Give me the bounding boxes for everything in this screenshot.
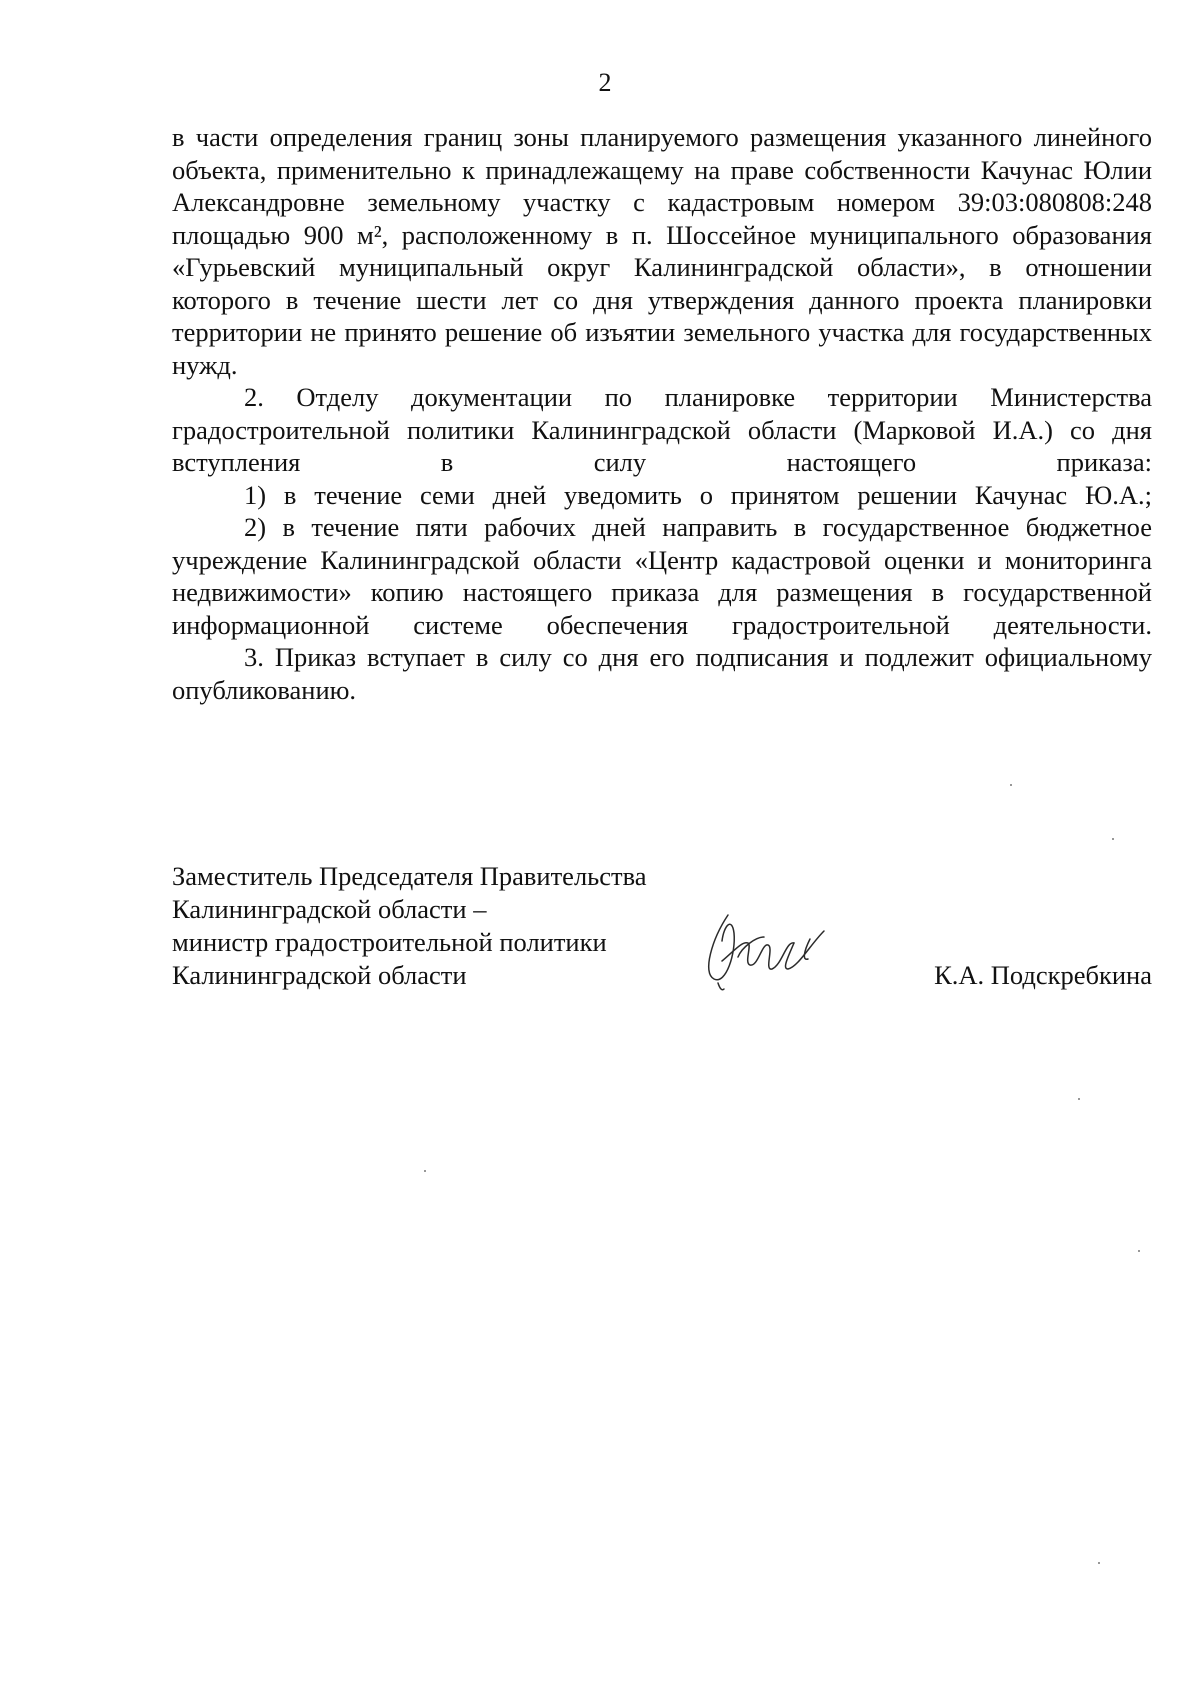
- paragraph-item-3: 3. Приказ вступает в силу со дня его подписания и подлежит официальному опубликованию.: [172, 642, 1152, 705]
- paragraph-subitem-1: 1) в течение семи дней уведомить о принятом решении Качунас Ю.А.;: [244, 479, 1152, 510]
- scan-speck: [1078, 1098, 1080, 1100]
- paragraph-item-2: 2. Отделу документации по планировке территории Министерства градостроительной политики Калининградской области (Марковой И.А.) со дня вступления в силу настоящего приказа:: [172, 382, 1152, 477]
- scan-speck: [424, 1170, 426, 1172]
- document-body: [172, 121, 1152, 706]
- signatory-title-line: Заместитель Председателя Правительства: [172, 861, 647, 891]
- paragraph-subitem-2: 2) в течение пяти рабочих дней направить в государственное бюджетное учреждение Калининградской области «Центр кадастровой оценки и мониторинга недвижимости» копию настоящего приказа для размещения в государственной информационной системе обеспечения градостроительной деятельности.: [172, 512, 1152, 640]
- signature-block: [172, 860, 1152, 992]
- signatory-title-line: Калининградской области –: [172, 894, 487, 924]
- page-number: 2: [598, 68, 612, 97]
- paragraph-continuation: в части определения границ зоны планируемого размещения указанного линейного объекта, применительно к принадлежащему на праве собственности Качунас Юлии Александровне земельному участку с кадастровым номером 39:03:080808:248 площадью 900 м², расположенному в п. Шоссейное муниципального образования «Гурьевский муниципальный округ Калининградской области», в отношении которого в течение шести лет со дня утверждения данного проекта планировки территории не принято решение об изъятии земельного участка для государственных нужд.: [172, 122, 1152, 380]
- handwritten-signature: [698, 895, 830, 995]
- scan-speck: [1098, 1562, 1100, 1564]
- signatory-title-line: министр градостроительной политики: [172, 927, 607, 957]
- scan-speck: [1112, 838, 1114, 840]
- signatory-title-line: Калининградской области: [172, 960, 467, 990]
- scan-speck: [1010, 784, 1012, 786]
- scan-speck: [1138, 1250, 1140, 1252]
- signatory-name: К.А. Подскребкина: [934, 960, 1152, 990]
